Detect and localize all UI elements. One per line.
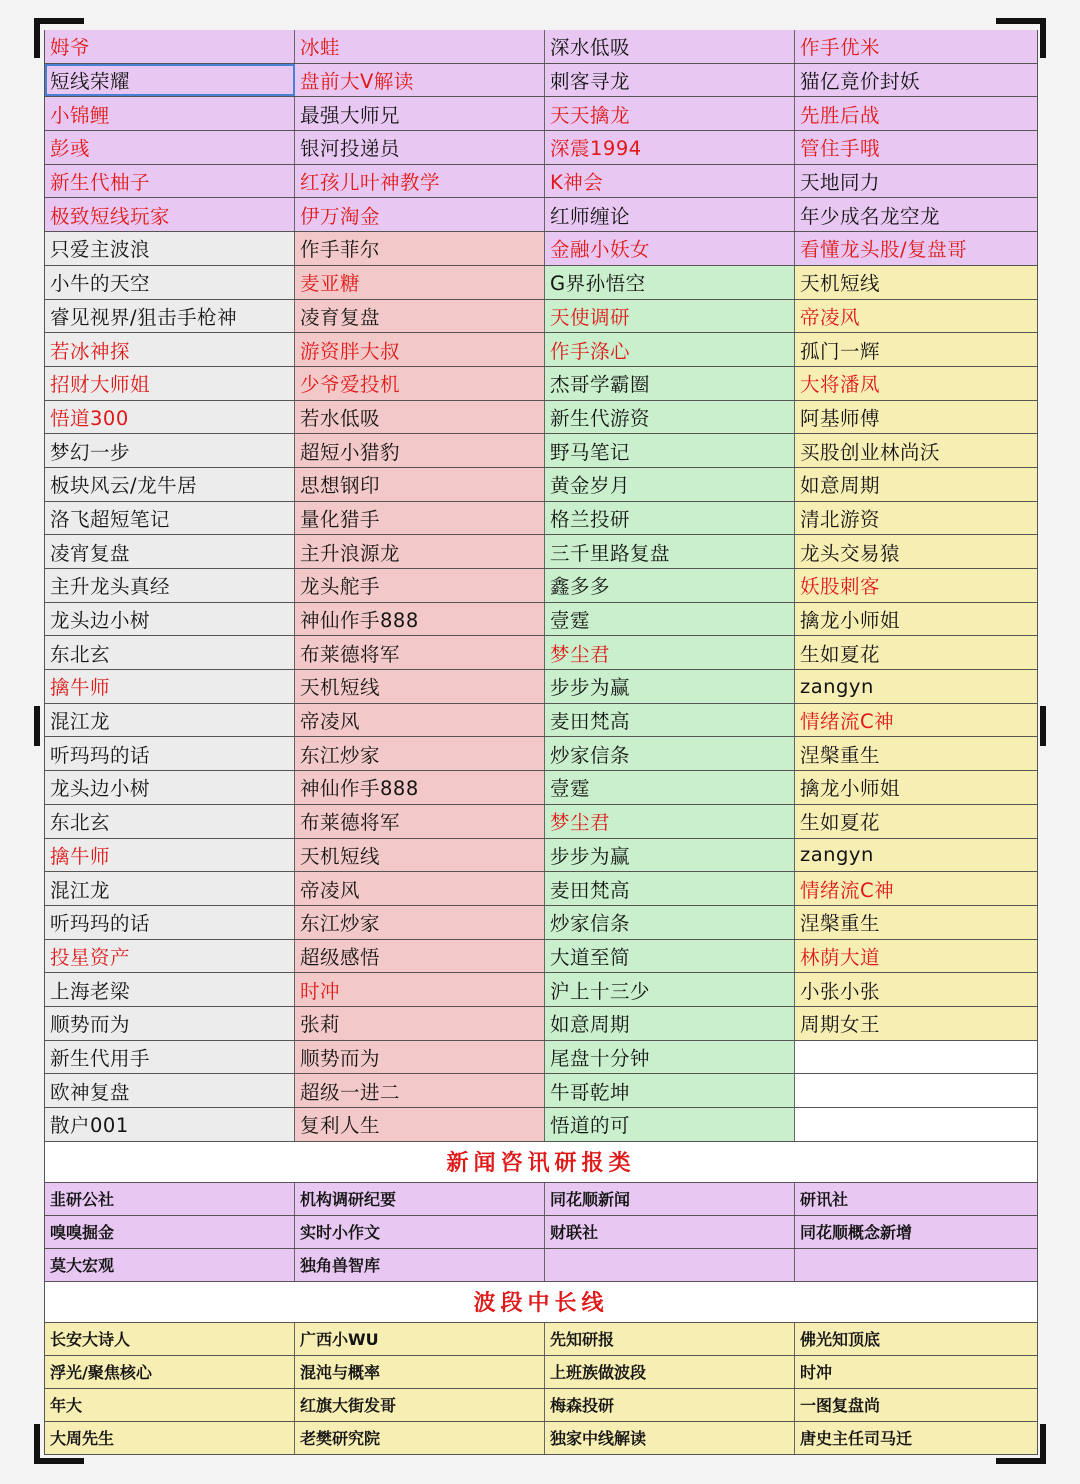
- table-cell[interactable]: 年大: [45, 1389, 295, 1421]
- table-cell[interactable]: 散户001: [45, 1108, 295, 1141]
- table-cell[interactable]: 买股创业林尚沃: [795, 434, 1037, 467]
- table-row: [45, 872, 1037, 906]
- table-cell[interactable]: 年少成名龙空龙: [795, 198, 1037, 231]
- table-cell[interactable]: 小锦鲤: [45, 97, 295, 130]
- table-cell[interactable]: 姆爷: [45, 30, 295, 63]
- table-row: [45, 569, 1037, 603]
- table-cell[interactable]: 主升龙头真经: [45, 569, 295, 602]
- table-cell[interactable]: 帝凌风: [295, 872, 545, 905]
- table-cell[interactable]: 东江炒家: [295, 906, 545, 939]
- table-cell[interactable]: 老樊研究院: [295, 1422, 545, 1454]
- table-row: [45, 97, 1037, 131]
- table-cell[interactable]: 梦尘君: [545, 805, 795, 838]
- table-row: [45, 839, 1037, 873]
- table-row: [45, 636, 1037, 670]
- table-cell[interactable]: 龙头边小树: [45, 771, 295, 804]
- table-cell[interactable]: 伊万淘金: [295, 198, 545, 231]
- table-row: [45, 1249, 1037, 1282]
- table-cell[interactable]: 生如夏花: [795, 805, 1037, 838]
- table-cell[interactable]: 独角兽智库: [295, 1249, 545, 1281]
- table-cell[interactable]: 阿基师傅: [795, 401, 1037, 434]
- table-row: [45, 333, 1037, 367]
- table-cell[interactable]: 尾盘十分钟: [545, 1041, 795, 1074]
- table-row: [45, 670, 1037, 704]
- table-cell[interactable]: 嗅嗅掘金: [45, 1216, 295, 1248]
- table-cell[interactable]: 周期女王: [795, 1007, 1037, 1040]
- table-row: [45, 535, 1037, 569]
- table-cell[interactable]: 麦亚糖: [295, 266, 545, 299]
- table-cell[interactable]: 野马笔记: [545, 434, 795, 467]
- table-cell[interactable]: 睿见视界/狙击手枪神: [45, 300, 295, 333]
- table-cell[interactable]: 大道至简: [545, 940, 795, 973]
- table-cell[interactable]: 独家中线解读: [545, 1422, 795, 1454]
- table-cell[interactable]: 帝凌风: [295, 704, 545, 737]
- table-cell[interactable]: [795, 1041, 1037, 1074]
- table-cell[interactable]: 超级一进二: [295, 1074, 545, 1107]
- table-cell[interactable]: 金融小妖女: [545, 232, 795, 265]
- table-cell[interactable]: zangyn: [795, 670, 1037, 703]
- table-cell[interactable]: 清北游资: [795, 502, 1037, 535]
- table-cell[interactable]: 天机短线: [795, 266, 1037, 299]
- table-cell[interactable]: [545, 1249, 795, 1281]
- table-cell[interactable]: 同花顺概念新增: [795, 1216, 1037, 1248]
- table-cell[interactable]: 梦尘君: [545, 636, 795, 669]
- table-row: [45, 1041, 1037, 1075]
- table-row: [45, 603, 1037, 637]
- table-cell[interactable]: 红旗大街发哥: [295, 1389, 545, 1421]
- table-cell[interactable]: 彭彧: [45, 131, 295, 164]
- swing-section-title: 波段中长线: [45, 1282, 1037, 1323]
- table-cell[interactable]: 擒牛师: [45, 839, 295, 872]
- table-cell[interactable]: 只爱主波浪: [45, 232, 295, 265]
- table-cell[interactable]: 擒牛师: [45, 670, 295, 703]
- table-row: [45, 198, 1037, 232]
- table-cell[interactable]: 东江炒家: [295, 737, 545, 770]
- table-cell[interactable]: 游资胖大叔: [295, 333, 545, 366]
- table-cell[interactable]: 新生代柚子: [45, 165, 295, 198]
- table-cell[interactable]: 悟道300: [45, 401, 295, 434]
- table-cell[interactable]: 莫大宏观: [45, 1249, 295, 1281]
- main-table: [45, 30, 1037, 1142]
- table-row: [45, 401, 1037, 435]
- table-row: [45, 300, 1037, 334]
- table-cell[interactable]: 上班族做波段: [545, 1356, 795, 1388]
- table-cell[interactable]: 擒龙小师姐: [795, 771, 1037, 804]
- table-cell[interactable]: 作手涤心: [545, 333, 795, 366]
- table-cell[interactable]: 布莱德将军: [295, 636, 545, 669]
- table-cell[interactable]: 龙头舵手: [295, 569, 545, 602]
- table-cell[interactable]: 管住手哦: [795, 131, 1037, 164]
- table-cell[interactable]: 情绪流C神: [795, 704, 1037, 737]
- table-cell[interactable]: 鑫多多: [545, 569, 795, 602]
- table-cell[interactable]: 红孩儿叶神教学: [295, 165, 545, 198]
- table-cell[interactable]: 新生代用手: [45, 1041, 295, 1074]
- table-cell[interactable]: 大周先生: [45, 1422, 295, 1454]
- table-cell[interactable]: 步步为赢: [545, 839, 795, 872]
- table-row: [45, 805, 1037, 839]
- table-cell[interactable]: 极致短线玩家: [45, 198, 295, 231]
- table-row: [45, 1216, 1037, 1249]
- table-row: [45, 266, 1037, 300]
- table-cell[interactable]: 同花顺新闻: [545, 1183, 795, 1215]
- table-cell[interactable]: 广西小WU: [295, 1323, 545, 1355]
- table-row: [45, 940, 1037, 974]
- table-cell[interactable]: 张莉: [295, 1007, 545, 1040]
- table-cell[interactable]: 梦幻一步: [45, 434, 295, 467]
- table-cell[interactable]: 混沌与概率: [295, 1356, 545, 1388]
- table-cell[interactable]: 深震1994: [545, 131, 795, 164]
- table-cell[interactable]: 冰蛙: [295, 30, 545, 63]
- table-cell[interactable]: 凌育复盘: [295, 300, 545, 333]
- table-cell[interactable]: 悟道的可: [545, 1108, 795, 1141]
- news-section-title: 新闻咨讯研报类: [45, 1142, 1037, 1183]
- table-cell[interactable]: 混江龙: [45, 872, 295, 905]
- table-cell[interactable]: 梅森投研: [545, 1389, 795, 1421]
- table-cell[interactable]: 最强大师兄: [295, 97, 545, 130]
- table-cell[interactable]: 黄金岁月: [545, 468, 795, 501]
- table-row: [45, 232, 1037, 266]
- swing-table: [45, 1323, 1037, 1455]
- table-row: [45, 1356, 1037, 1389]
- spreadsheet: [44, 30, 1038, 1455]
- table-cell[interactable]: 投星资产: [45, 940, 295, 973]
- table-cell[interactable]: 孤门一辉: [795, 333, 1037, 366]
- table-row: [45, 1007, 1037, 1041]
- table-cell[interactable]: 招财大师姐: [45, 367, 295, 400]
- table-cell[interactable]: 超级感悟: [295, 940, 545, 973]
- table-cell[interactable]: 财联社: [545, 1216, 795, 1248]
- table-cell[interactable]: 浮光/聚焦核心: [45, 1356, 295, 1388]
- table-cell[interactable]: 神仙作手888: [295, 771, 545, 804]
- table-cell[interactable]: 研讯社: [795, 1183, 1037, 1215]
- table-cell[interactable]: 超短小猎豹: [295, 434, 545, 467]
- table-cell[interactable]: 主升浪源龙: [295, 535, 545, 568]
- table-cell[interactable]: 凌宵复盘: [45, 535, 295, 568]
- table-row: [45, 1108, 1037, 1142]
- table-cell[interactable]: [795, 1074, 1037, 1107]
- table-cell[interactable]: [795, 1249, 1037, 1281]
- table-cell[interactable]: 猫亿竟价封妖: [795, 64, 1037, 97]
- table-cell[interactable]: 实时小作文: [295, 1216, 545, 1248]
- table-cell[interactable]: 时冲: [295, 973, 545, 1006]
- table-cell[interactable]: 如意周期: [545, 1007, 795, 1040]
- table-cell[interactable]: 步步为赢: [545, 670, 795, 703]
- table-cell[interactable]: 新生代游资: [545, 401, 795, 434]
- table-cell[interactable]: 天天擒龙: [545, 97, 795, 130]
- table-cell[interactable]: 天机短线: [295, 670, 545, 703]
- table-cell[interactable]: 情绪流C神: [795, 872, 1037, 905]
- table-cell[interactable]: 长安大诗人: [45, 1323, 295, 1355]
- table-row: [45, 468, 1037, 502]
- table-cell[interactable]: 若冰神探: [45, 333, 295, 366]
- table-cell[interactable]: 沪上十三少: [545, 973, 795, 1006]
- table-cell[interactable]: 银河投递员: [295, 131, 545, 164]
- table-cell[interactable]: zangyn: [795, 839, 1037, 872]
- table-cell[interactable]: 炒家信条: [545, 737, 795, 770]
- table-cell[interactable]: 壹霆: [545, 771, 795, 804]
- table-cell[interactable]: 先胜后战: [795, 97, 1037, 130]
- table-cell[interactable]: 作手菲尔: [295, 232, 545, 265]
- table-cell[interactable]: 时冲: [795, 1356, 1037, 1388]
- table-row: [45, 367, 1037, 401]
- table-row: [45, 64, 1037, 98]
- table-cell[interactable]: 生如夏花: [795, 636, 1037, 669]
- table-cell[interactable]: 混江龙: [45, 704, 295, 737]
- table-row: [45, 502, 1037, 536]
- table-cell[interactable]: 盘前大V解读: [295, 64, 545, 97]
- table-cell[interactable]: 听玛玛的话: [45, 737, 295, 770]
- table-row: [45, 906, 1037, 940]
- table-cell[interactable]: 东北玄: [45, 636, 295, 669]
- table-cell[interactable]: 红师缠论: [545, 198, 795, 231]
- table-cell[interactable]: 神仙作手888: [295, 603, 545, 636]
- table-row: [45, 771, 1037, 805]
- table-row: [45, 1074, 1037, 1108]
- table-row: [45, 131, 1037, 165]
- table-row: [45, 973, 1037, 1007]
- table-cell[interactable]: 炒家信条: [545, 906, 795, 939]
- table-cell[interactable]: 小牛的天空: [45, 266, 295, 299]
- table-cell[interactable]: 一图复盘尚: [795, 1389, 1037, 1421]
- table-cell[interactable]: 小张小张: [795, 973, 1037, 1006]
- table-cell[interactable]: 顺势而为: [295, 1041, 545, 1074]
- table-cell[interactable]: 天地同力: [795, 165, 1037, 198]
- table-row: [45, 1389, 1037, 1422]
- table-cell[interactable]: 擒龙小师姐: [795, 603, 1037, 636]
- table-cell[interactable]: 上海老梁: [45, 973, 295, 1006]
- table-cell[interactable]: 韭研公社: [45, 1183, 295, 1215]
- table-cell[interactable]: 唐史主任司马迁: [795, 1422, 1037, 1454]
- table-cell[interactable]: 麦田梵高: [545, 872, 795, 905]
- table-cell[interactable]: 格兰投研: [545, 502, 795, 535]
- table-cell[interactable]: 短线荣耀: [45, 64, 295, 97]
- table-cell[interactable]: 龙头边小树: [45, 603, 295, 636]
- table-cell[interactable]: 刺客寻龙: [545, 64, 795, 97]
- table-cell[interactable]: 听玛玛的话: [45, 906, 295, 939]
- table-cell[interactable]: 顺势而为: [45, 1007, 295, 1040]
- table-cell[interactable]: 量化猎手: [295, 502, 545, 535]
- table-cell[interactable]: 壹霆: [545, 603, 795, 636]
- news-table: [45, 1183, 1037, 1282]
- table-cell[interactable]: 板块风云/龙牛居: [45, 468, 295, 501]
- table-cell[interactable]: 涅槃重生: [795, 737, 1037, 770]
- table-cell[interactable]: G界孙悟空: [545, 266, 795, 299]
- table-cell[interactable]: 三千里路复盘: [545, 535, 795, 568]
- table-cell[interactable]: 麦田梵高: [545, 704, 795, 737]
- table-cell[interactable]: 机构调研纪要: [295, 1183, 545, 1215]
- table-cell[interactable]: 妖股刺客: [795, 569, 1037, 602]
- table-cell[interactable]: 涅槃重生: [795, 906, 1037, 939]
- table-cell[interactable]: 复利人生: [295, 1108, 545, 1141]
- table-cell[interactable]: 洛飞超短笔记: [45, 502, 295, 535]
- table-cell[interactable]: K神会: [545, 165, 795, 198]
- table-cell[interactable]: 佛光知顶底: [795, 1323, 1037, 1355]
- table-row: [45, 165, 1037, 199]
- table-cell[interactable]: 牛哥乾坤: [545, 1074, 795, 1107]
- table-cell[interactable]: [795, 1108, 1037, 1141]
- table-cell[interactable]: 龙头交易猿: [795, 535, 1037, 568]
- table-cell[interactable]: 布莱德将军: [295, 805, 545, 838]
- table-row: [45, 30, 1037, 64]
- table-cell[interactable]: 欧神复盘: [45, 1074, 295, 1107]
- table-row: [45, 1183, 1037, 1216]
- table-cell[interactable]: 杰哥学霸圈: [545, 367, 795, 400]
- table-cell[interactable]: 思想钢印: [295, 468, 545, 501]
- table-cell[interactable]: 若水低吸: [295, 401, 545, 434]
- table-cell[interactable]: 如意周期: [795, 468, 1037, 501]
- table-cell[interactable]: 作手优米: [795, 30, 1037, 63]
- table-cell[interactable]: 看懂龙头股/复盘哥: [795, 232, 1037, 265]
- table-row: [45, 1422, 1037, 1455]
- table-row: [45, 434, 1037, 468]
- table-cell[interactable]: 天使调研: [545, 300, 795, 333]
- table-cell[interactable]: 林荫大道: [795, 940, 1037, 973]
- table-row: [45, 704, 1037, 738]
- table-cell[interactable]: 深水低吸: [545, 30, 795, 63]
- table-cell[interactable]: 少爷爱投机: [295, 367, 545, 400]
- table-cell[interactable]: 先知研报: [545, 1323, 795, 1355]
- table-row: [45, 737, 1037, 771]
- table-cell[interactable]: 东北玄: [45, 805, 295, 838]
- table-cell[interactable]: 大将潘凤: [795, 367, 1037, 400]
- table-row: [45, 1323, 1037, 1356]
- table-cell[interactable]: 帝凌风: [795, 300, 1037, 333]
- table-cell[interactable]: 天机短线: [295, 839, 545, 872]
